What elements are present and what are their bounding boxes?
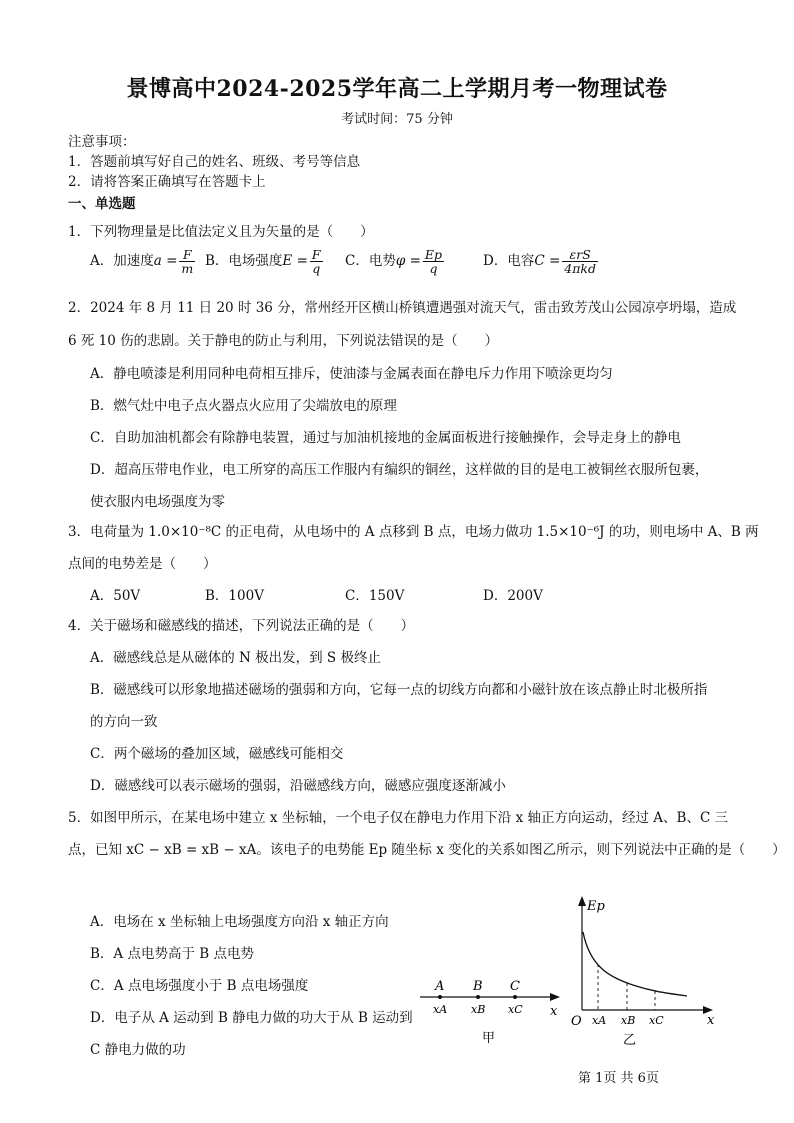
y-axis-label: Ep: [587, 899, 605, 914]
section-heading: 一、单选题: [68, 196, 136, 212]
question-4-stem: 4．关于磁场和磁感线的描述，下列说法正确的是（ ）: [68, 618, 415, 634]
fraction: $\frac{Ep}{q}$: [424, 247, 443, 277]
figure-caption: 甲: [482, 1031, 496, 1045]
notice-heading: 注意事项：: [68, 134, 136, 150]
question-3-stem: 点间的电势差是（ ）: [68, 556, 217, 572]
point-c: [513, 995, 517, 999]
tick-label: xC: [649, 1014, 664, 1027]
question-3-option-a: A．50V: [90, 588, 141, 604]
notice-item: 2．请将答案正确填写在答题卡上: [68, 174, 266, 190]
question-5-option-c: C．A 点电场强度小于 B 点电场强度: [90, 978, 309, 994]
tick-label: xB: [621, 1014, 636, 1027]
question-4-option-d: D．磁感线可以表示磁场的强弱，沿磁感线方向，磁感应强度逐渐减小: [90, 778, 506, 794]
question-2-option-d: D．超高压带电作业，电工所穿的高压工作服内有编织的铜丝，这样做的目的是电工被铜丝衣服所包裹，: [90, 462, 709, 478]
question-5-stem: 点，已知 xC − xB = xB − xA。该电子的电势能 Ep 随坐标 x 变化的关系如图乙所示，则下列说法中正确的是（ ）: [68, 842, 786, 858]
page-footer: 第 1页 共 6页: [578, 1071, 659, 1086]
question-2-option-d: 使衣服内电场强度为零: [90, 494, 225, 510]
notice-item: 1．答题前填写好自己的姓名、班级、考号等信息: [68, 154, 361, 170]
exam-time: 考试时间：75 分钟: [341, 112, 453, 127]
question-4-option-b: 的方向一致: [90, 714, 158, 730]
question-3-stem: 3．电荷量为 1.0×10⁻⁸C 的正电荷，从电场中的 A 点移到 B 点，电场力做功 1.5×10⁻⁶J 的功，则电场中 A、B 两: [68, 524, 759, 540]
question-2-stem: 6 死 10 伤的悲剧。关于静电的防止与利用，下列说法错误的是（ ）: [68, 333, 499, 349]
point-label: B: [473, 979, 483, 994]
question-5-option-a: A．电场在 x 坐标轴上电场强度方向沿 x 轴正方向: [90, 914, 389, 930]
axis-label: x: [550, 1004, 558, 1019]
figure-caption: 乙: [623, 1033, 637, 1048]
question-1-option-d: D．电容C = $\frac{\text{εrS}}{\text{4πkd}}$: [483, 247, 597, 277]
fraction: $\frac{F}{q}$: [311, 247, 321, 277]
ep-curve: [583, 932, 687, 996]
question-3-option-c: C．150V: [345, 588, 405, 604]
question-4-option-b: B．磁感线可以形象地描述磁场的强弱和方向，它每一点的切线方向都和小磁针放在该点静止时北极所指: [90, 682, 708, 698]
tick-label: xA: [592, 1014, 607, 1027]
point-label: C: [510, 979, 520, 994]
question-1-stem: 1．下列物理量是比值法定义且为矢量的是（ ）: [68, 224, 374, 240]
question-4-option-a: A．磁感线总是从磁体的 N 极出发，到 S 极终止: [90, 650, 381, 666]
arrow-right-icon: [550, 993, 560, 1001]
figure-yi: [565, 892, 725, 1052]
question-1-option-a: A．加速度a = $\frac{F}{m}$: [90, 247, 194, 277]
point-label: A: [435, 979, 445, 994]
point-a: [438, 995, 442, 999]
question-1-option-b: B．电场强度E = $\frac{F}{q}$: [205, 247, 321, 277]
question-3-option-b: B．100V: [205, 588, 264, 604]
fraction: $\frac{F}{m}$: [181, 247, 194, 277]
question-4-option-c: C．两个磁场的叠加区域，磁感线可能相交: [90, 746, 344, 762]
question-2-stem: 2．2024 年 8 月 11 日 20 时 36 分，常州经开区横山桥镇遭遇强对流天气，雷击致芳茂山公园凉亭坍塌，造成: [68, 300, 737, 316]
question-2-option-c: C．自助加油机都会有除静电装置，通过与加油机接地的金属面板进行接触操作，会导走身上的静电: [90, 430, 681, 446]
question-5-option-b: B．A 点电势高于 B 点电势: [90, 946, 254, 962]
fraction: $\frac{\text{εrS}}{\text{4πkd}}$: [564, 247, 597, 277]
figure-jia: [420, 975, 570, 1045]
x-axis-label: x: [707, 1013, 715, 1028]
point-b: [476, 995, 480, 999]
page-title: 景博高中2024-2025学年高二上学期月考一物理试卷: [126, 76, 668, 102]
arrow-up-icon: [578, 896, 586, 906]
tick-label: xA: [433, 1003, 448, 1016]
origin-label: O: [571, 1014, 582, 1029]
question-2-option-b: B．燃气灶中电子点火器点火应用了尖端放电的原理: [90, 398, 397, 414]
tick-label: xB: [471, 1003, 486, 1016]
question-3-option-d: D．200V: [483, 588, 543, 604]
question-5-option-d: D．电子从 A 运动到 B 静电力做的功大于从 B 运动到: [90, 1010, 413, 1026]
question-5-option-d: C 静电力做的功: [90, 1042, 186, 1058]
tick-label: xC: [508, 1003, 523, 1016]
question-1-option-c: C．电势φ = $\frac{Ep}{q}$: [345, 247, 443, 277]
question-5-stem: 5．如图甲所示，在某电场中建立 x 坐标轴，一个电子仅在静电力作用下沿 x 轴正方向运动，经过 A、B、C 三: [68, 810, 729, 826]
question-2-option-a: A．静电喷漆是利用同种电荷相互排斥，使油漆与金属表面在静电斥力作用下喷涂更均匀: [90, 366, 613, 382]
